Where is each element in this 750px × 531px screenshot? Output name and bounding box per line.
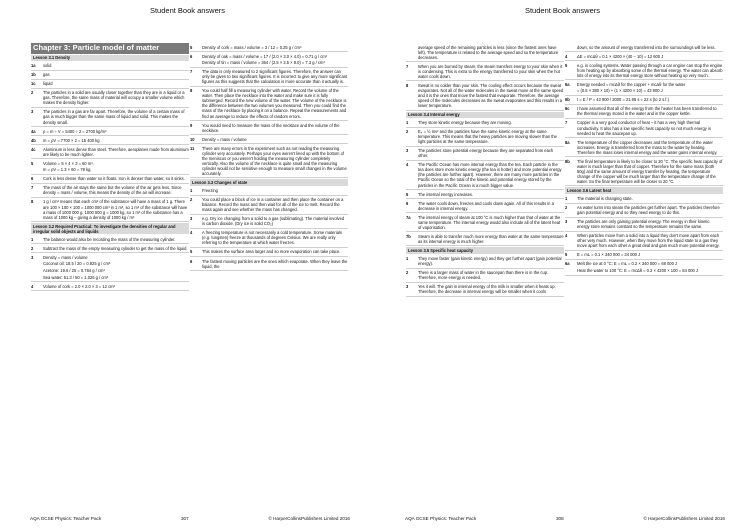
question-number: 1 <box>31 236 34 242</box>
column <box>565 43 723 513</box>
question-number: 8a <box>565 139 570 145</box>
page-header: Student Book answers <box>524 6 601 15</box>
answer-row <box>31 62 189 71</box>
answer-text <box>202 188 348 193</box>
answer-text <box>43 129 189 134</box>
answer-text <box>577 54 723 59</box>
answer-line: The final temperature is likely to be closer to 20 °C. The specific heat capacity of water is much larger than that of copper. Therefore for the same mass (both 50g) and the same amount of energy transfer by heating, the temperature change of the copper will be much larger than the temperature change of the water. So the final temperature will be closer to 20 °C. <box>577 158 723 184</box>
answer-row <box>31 175 189 184</box>
answer-text <box>577 63 723 78</box>
answer-line: Sea water: 51.3 / 50 = 1.026 g / cm³ <box>43 274 109 280</box>
question-number: 7a <box>406 214 411 220</box>
answer-line: e.g. in cooling systems. Water passing through a car engine can stop the engine from heating up by absorbing some of the thermal energy. The water can absorb lots of energy into its thermal energy store without heating up very much. <box>577 62 723 78</box>
answer-row <box>190 229 348 248</box>
answer-row <box>565 195 723 204</box>
section-heading: Lesson 3.4 Internal energy <box>406 112 564 118</box>
answer-text <box>202 137 348 142</box>
question-number: 6 <box>190 258 193 264</box>
section-heading: Lesson 3.1 Density <box>31 55 189 61</box>
question-number: 9 <box>190 122 193 128</box>
answer-text <box>418 270 564 280</box>
column <box>190 43 348 513</box>
answer-line: The internal energy increases. <box>418 191 474 197</box>
question-number: 4 <box>406 162 409 168</box>
question-number: 4 <box>565 233 568 239</box>
answer-text <box>202 88 348 118</box>
answer-text <box>577 205 723 215</box>
answer-line: The data is only measured to 2 significant figures. Therefore, the answer can only be given to two significant figures. It is incorrect to give any more significant figures as this suggests that the calculation is more accurate than it actually is. <box>202 69 348 85</box>
answer-line: liquid <box>43 81 53 87</box>
answer-row <box>31 244 189 253</box>
footer-title: AQA GCSE Physics: Teacher Pack <box>405 516 477 521</box>
answer-row <box>565 80 723 96</box>
answer-line: The particles in a solid are usually closer together than they are in a liquid or a gas. Therefore, the same mass of material will occupy a smaller volume which makes the density higher. <box>43 90 185 106</box>
answer-row <box>190 257 348 271</box>
question-number: 2 <box>565 205 568 211</box>
answer-text <box>418 234 564 244</box>
answer-line: You would need to measure the mass of the necklace and the volume of the necklace. <box>202 122 340 133</box>
answer-text <box>43 72 189 77</box>
answer-text <box>202 69 348 84</box>
question-number: 3 <box>31 109 34 115</box>
answer-row <box>31 159 189 175</box>
question-number: 1 <box>190 188 193 194</box>
question-number: 6 <box>31 176 34 182</box>
answer-text <box>43 138 189 143</box>
answer-text <box>43 237 189 242</box>
answer-text <box>577 45 723 50</box>
answer-line: m = ρV = 1.3 × 60 = 78 kg. <box>43 167 92 173</box>
answer-row <box>406 269 564 283</box>
answer-row <box>31 136 189 145</box>
question-number: 3 <box>406 148 409 154</box>
page-footer <box>30 516 350 521</box>
section-heading: Lesson 3.5 Specific heat capacity <box>406 247 564 253</box>
answer-line: This makes the surface area larger and so more evaporation can take place. <box>202 249 341 255</box>
answer-text <box>577 106 723 116</box>
answer-line: t = E / P = 43 900 / 2000 = 21.95 s ≈ 22 s (to 2 s.f.) <box>577 97 669 103</box>
question-number: 1c <box>31 81 36 87</box>
question-number: 5 <box>565 252 568 258</box>
answer-line: The water cools down, freezes and cools down again. All of this results in a decrease in internal energy. <box>418 200 554 211</box>
question-number: 3 <box>190 216 193 222</box>
question-number: 2 <box>406 129 409 135</box>
answer-line: Energy needed = mcΔθ for the copper + mcΔθ for the water <box>577 81 686 87</box>
answer-line: Volume = 5 × 4 × 3 = 60 m³. <box>43 160 94 166</box>
answer-row <box>565 43 723 52</box>
answer-text <box>418 192 564 197</box>
answer-row <box>31 127 189 136</box>
answer-row <box>565 105 723 119</box>
answer-line: Heat the water to 100 °C: E = mcΔθ = 0.2 × 4200 × 100 = 84 000 J <box>577 268 699 273</box>
answer-row <box>190 187 348 196</box>
answer-row <box>406 213 564 232</box>
answer-line: Volume of cork = 2.0 × 2.0 × 3 = 12 cm³ <box>43 283 115 289</box>
answer-line: Yes it will. The gain in internal energy of the milk is smaller when it heats up. Therefore, the decrease in internal energy will be smaller when it cools <box>418 284 556 295</box>
answer-line: The material is changing state. <box>577 196 633 202</box>
answer-text <box>43 109 189 124</box>
footer-copyright: © HarperCollinsPublishers Limited 2016 <box>643 516 725 521</box>
answer-line: Density of tin = mass / volume = 364 / (2.5 × 2.5 × 8.0) = 7.3 g / cm³ <box>202 60 325 66</box>
answer-row <box>31 184 189 198</box>
answer-text <box>418 284 564 294</box>
answer-line: down, so the amount of energy transferred into the surroundings will be less. <box>577 44 716 50</box>
answer-line: e.g. Dry ice changing from a solid to a gas (sublimating). The material involved is carbon dioxide. (Dry ice is solid CO₂) <box>202 216 345 227</box>
answer-row <box>31 235 189 244</box>
answer-text <box>43 185 189 195</box>
page-header: Student Book answers <box>149 6 226 15</box>
answer-line: solid <box>43 63 52 69</box>
answer-text <box>577 120 723 135</box>
answer-text <box>43 161 189 173</box>
answer-text <box>418 120 564 125</box>
answer-text <box>43 255 189 280</box>
question-number: 7 <box>406 63 409 69</box>
answer-row <box>565 138 723 157</box>
answer-row <box>406 62 564 81</box>
answer-row <box>31 282 189 291</box>
answer-text <box>418 215 564 230</box>
answer-text <box>43 147 189 157</box>
answer-line: The Pacific Ocean has more internal energy than the tea. Each particle in the tea does store more kinetic energy (the tea is hotter) and more potential energy (the particles are further apart). However, there are many more particles in the Pacific Ocean so the total of the kinetic and potential energy stored by the particles in the Pacific Ocean is a much bigger value. <box>418 162 562 188</box>
question-number: 11 <box>190 145 195 151</box>
question-number: 5 <box>406 191 409 197</box>
answer-row <box>406 255 564 269</box>
answer-row <box>565 96 723 105</box>
answer-text <box>577 261 723 273</box>
answer-text <box>418 45 564 60</box>
question-number: 2 <box>31 245 34 251</box>
answer-line: Steam is able to transfer much more energy than water at the same temperature as its internal energy is much higher. <box>418 233 564 244</box>
answer-row <box>190 43 348 52</box>
answer-row <box>406 43 564 62</box>
question-number: 8 <box>190 88 193 94</box>
answer-row <box>565 119 723 138</box>
answer-text <box>418 148 564 158</box>
answer-text <box>577 252 723 257</box>
answer-line: There are many errors in the experiment such as not reading the measuring cylinder very accurately. Perhaps your eyes weren't lined up with the bottom of the meniscus or you weren't holding the measuring cylinder completely vertically. Also the volume of the necklace is quite small and the measuring cylinder would not be sensitive enough to measure small changes in the volume accurately. <box>202 145 347 176</box>
answer-row <box>31 145 189 159</box>
answer-line: There is a larger mass of water in the saucepan than there is in the cup. Therefore, more energy is needed. <box>418 270 549 281</box>
answer-line: Cork is less dense than water so it floats. Iron is denser than water, so it sinks. <box>43 176 185 182</box>
answer-line: Coconut oil: 18.5 / 20 = 0.925 g / cm³ <box>43 261 111 267</box>
question-number: 7 <box>190 69 193 75</box>
answer-row <box>565 52 723 61</box>
page-right <box>375 0 750 531</box>
answer-line: Eₖ = ½ mv² and the particles have the same kinetic energy at the same temperature. This means that the heavy particles are moving slower than the light particles at the same temperature. <box>418 129 557 145</box>
answer-line: A freezing temperature is not necessarily a cold temperature. Some materials (e.g. tungsten) freeze at thousands of degrees Celsius. We are really only referring to the temperature at which water freezes. <box>202 230 342 246</box>
answer-row <box>31 71 189 80</box>
answer-text <box>202 45 348 50</box>
answer-line: average speed of the remaining particles is less (since the fastest ones have left). The temperature is related to the average speed and so the temperature decreases. <box>418 44 559 60</box>
answer-row <box>406 81 564 110</box>
answer-row <box>565 61 723 80</box>
answer-line: E = mL = 0.1 × 340 000 = 34 000 J <box>577 252 641 258</box>
question-number: 6a <box>565 261 570 267</box>
answer-text <box>418 64 564 79</box>
answer-text <box>577 196 723 201</box>
answer-line: Density of cork = mass / volume = 3 / 12 = 0.25 g / cm³ <box>202 44 302 50</box>
question-number: 4c <box>31 146 36 152</box>
answer-row <box>565 232 723 251</box>
question-number: 5 <box>565 62 568 68</box>
answer-line: Freezing <box>202 188 218 194</box>
answer-line: Density of oak = mass / volume = 17 / (2.0 × 3.0 × 4.0) = 0.71 g / cm³ <box>202 53 328 59</box>
answer-text <box>202 197 348 212</box>
answer-line: The temperature of the copper decreases and the temperature of the water increases. Energy is transferred from the mass to the water by heating. Therefore the mass loses internal energy and the water gains internal energy. <box>577 139 718 155</box>
answer-line: 1 g / cm³ means that each cm³ of the substance will have a mass of 1 g. There are 100 × 100 × 100 = 1000 000 cm³ in 1 m³, so 1 m³ of the substance will have a mass of 1000 000 g. 1000 000 g = 1000 kg, so 1 m³ of the substance has a mass of 1000 kg – giving a density of 1000 kg / m³ <box>43 199 188 220</box>
question-number: 5 <box>31 160 34 166</box>
section-heading: Lesson 3.2 Required Practical: To investigate the densities of regular and irregular solid objects and liquids <box>31 223 189 234</box>
page-footer <box>405 516 725 521</box>
answer-line: Copper is a very good conductor of heat – it has a very high thermal conductivity. It also has a low specific heat capacity so not much energy is needed to heat the saucepan up. <box>577 120 711 136</box>
answer-text <box>577 219 723 229</box>
question-number: 1b <box>31 72 36 78</box>
answer-line: The mass of the air stays the same but the volume of the air gets less. Since density = mass / volume, this means the density of the air will increase. <box>43 185 182 196</box>
question-number: 6 <box>190 53 193 59</box>
answer-row <box>406 199 564 213</box>
question-number: 4a <box>31 128 36 134</box>
answer-text <box>43 90 189 105</box>
answer-row <box>190 144 348 178</box>
question-number: 5 <box>190 249 193 255</box>
answer-line: Sweat is no colder than your skin. The cooling effect occurs because the sweat evaporates. Not all of the water molecules in the sweat move at the same speed and it is the ones that move the fastest that evaporate. Therefore, the average speed of the molecules decreases as the sweat evaporates and this results in a lower temperature. <box>418 82 564 108</box>
question-number: 2 <box>31 90 34 96</box>
footer-title: AQA GCSE Physics: Teacher Pack <box>30 516 102 521</box>
answer-row <box>565 260 723 276</box>
answer-text <box>43 176 189 181</box>
answer-row <box>31 108 189 127</box>
question-number: 2 <box>190 197 193 203</box>
answer-row <box>406 128 564 147</box>
answer-row <box>190 68 348 87</box>
answer-line: The particles are only gaining potential energy. The energy in their kinetic energy store remains constant so the temperature remains the same. <box>577 219 710 230</box>
answer-row <box>406 232 564 246</box>
answer-text <box>202 146 348 176</box>
column <box>31 43 189 513</box>
answer-row <box>565 157 723 186</box>
answer-row <box>190 135 348 144</box>
answer-text <box>202 230 348 245</box>
answer-line: The particles store potential energy because they are separated from each other. <box>418 148 554 159</box>
question-number: 6b <box>565 97 570 103</box>
question-number: 10 <box>190 136 195 142</box>
question-number: 4 <box>31 283 34 289</box>
answer-row <box>31 80 189 89</box>
question-number: 3 <box>406 284 409 290</box>
answer-line: When you are burned by steam, the steam transfers energy to your skin when it is condensing. This is extra to the energy transferred to your skin when the hot water cools down. <box>418 63 563 79</box>
answer-line: m = ρV = 7700 × 2 = 15 400 kg <box>43 137 100 143</box>
answer-row <box>31 89 189 108</box>
answer-text <box>43 284 189 289</box>
answer-text <box>418 162 564 187</box>
column <box>406 43 564 513</box>
question-number: 7b <box>406 233 411 239</box>
question-number: 4 <box>190 230 193 236</box>
question-number: 4b <box>31 137 36 143</box>
page-number: 308 <box>555 516 564 521</box>
answer-line: Melt the ice at 0 °C: E = mL = 0.2 × 340 000 = 68 000 J <box>577 261 678 267</box>
question-number: 1 <box>406 256 409 261</box>
answer-text <box>202 259 348 269</box>
answer-text <box>577 97 723 102</box>
answer-row <box>190 52 348 68</box>
answer-text <box>202 216 348 226</box>
answer-row <box>31 253 189 282</box>
answer-row <box>190 248 348 257</box>
question-number: 3 <box>31 254 34 260</box>
question-number: 4 <box>565 53 568 59</box>
chapter-title: Chapter 3: Particle model of matter <box>31 43 189 54</box>
answer-row <box>190 87 348 121</box>
answer-line: The particles in a gas are far apart. Therefore, the volume of a certain mass of gas is much bigger than the same mass of liquid and solid. This makes the density small. <box>43 109 185 125</box>
answer-row <box>190 215 348 229</box>
answer-row <box>31 198 189 222</box>
question-number: 5 <box>190 44 193 50</box>
answer-line: Subtract the mass of the empty measuring cylinder to get the mass of the liquid. <box>43 245 188 251</box>
question-number <box>406 45 418 60</box>
answer-text <box>577 82 723 94</box>
question-number <box>565 45 577 50</box>
answer-line: The internal energy of steam at 100 °C is much higher than that of water at the same temperature. The internal energy would also include all of the latent heat of vaporisation. <box>418 214 561 230</box>
answer-line: Density = mass / volume <box>202 136 247 142</box>
question-number: 6c <box>565 106 570 112</box>
answer-text <box>418 83 564 108</box>
section-heading: Lesson 3.3 Changes of state <box>190 179 348 185</box>
answer-row <box>190 121 348 135</box>
answer-line: = (0.5 × 380 × 10) + (1 × 4200 × 10) = 43 900 J <box>577 88 663 94</box>
answer-row <box>406 119 564 128</box>
answer-line: You could place a block of ice in a container and then place the container on a balance. Record the mass and then wait for all of the ice to melt. Record the mass again and see whether the mass has changed. <box>202 197 344 213</box>
answer-text <box>202 54 348 66</box>
answer-line: They move faster (gain kinetic energy) and they get further apart (gain potential energy). <box>418 256 562 267</box>
answer-text <box>418 129 564 144</box>
answer-text <box>202 249 348 254</box>
answer-text <box>577 140 723 155</box>
question-number: 1a <box>31 63 36 69</box>
answer-line: ΔE = mcΔθ = 0.1 × 4200 × (40 − 10) = 12 600 J <box>577 53 664 59</box>
answer-text <box>43 81 189 86</box>
answer-line: They store kinetic energy because they are moving. <box>418 120 512 126</box>
answer-text <box>577 159 723 184</box>
answer-line: Aluminium is less dense than steel. Therefore, aeroplanes made from aluminium are likely to be much lighter. <box>43 146 189 157</box>
answer-row <box>406 190 564 199</box>
answer-text <box>577 233 723 248</box>
question-number: 7 <box>31 185 34 191</box>
question-number: 7 <box>565 120 568 126</box>
footer-copyright: © HarperCollinsPublishers Limited 2016 <box>268 516 350 521</box>
question-number: 8b <box>565 158 570 164</box>
question-number: 1 <box>565 196 568 202</box>
answer-row <box>406 147 564 161</box>
answer-text <box>202 123 348 133</box>
answer-row <box>406 283 564 297</box>
answer-line: As water turns into steam the particles get further apart. The particles therefore gain potential energy and so they need energy to do this. <box>577 205 720 216</box>
answer-text <box>43 63 189 68</box>
page-number: 307 <box>180 516 189 521</box>
question-number: 2 <box>406 270 409 276</box>
answer-row <box>565 218 723 232</box>
answer-line: Acetone: 19.6 / 25 = 0.784 g / cm³ <box>43 267 105 273</box>
answer-row <box>406 161 564 190</box>
question-number: 8 <box>406 82 409 88</box>
question-number: 1 <box>406 120 409 126</box>
question-number: 6 <box>406 200 409 206</box>
answer-row <box>190 196 348 215</box>
answer-line: When particles move from a solid into a liquid they don't move apart from each other very much. However, when they move from the liquid state to a gas they move apart from each other a great deal and gain much more potential energy. <box>577 233 720 249</box>
answer-line: I have assumed that all of the energy from the heater has been transferred to the thermal energy stored in the water and in the copper kettle. <box>577 106 717 117</box>
question-number: 6a <box>565 81 570 87</box>
answer-line: The balance would also be recording the mass of the measuring cylinder. <box>43 236 176 242</box>
answer-row <box>565 251 723 260</box>
answer-text <box>418 256 564 266</box>
answer-text <box>43 199 189 219</box>
answer-line: Density = mass / volume <box>43 254 88 260</box>
section-heading: Lesson 3.6 Latent heat <box>565 187 723 193</box>
answer-text <box>418 201 564 211</box>
question-number: 3 <box>565 219 568 225</box>
answer-line: You could half fill a measuring cylinder with water. Record the volume of the water. Then place the necklace into the water and make sure it is fully submerged. Record the new volume of the water. The volume of the necklace is the difference between the two volumes you measured. Then you could find the mass of the necklace by placing it on a balance. Repeat the measurements and find an average to reduce the effects of random errors. <box>202 88 347 119</box>
answer-line: The fastest moving particles are the ones which evaporate. When they leave the liquid, the <box>202 258 348 269</box>
answer-row <box>565 204 723 218</box>
answer-line: gas <box>43 72 50 78</box>
answer-text <box>43 246 189 251</box>
answer-line: ρ = m ÷ V = 5400 ÷ 2 = 2700 kg/m³ <box>43 128 107 134</box>
question-number: 8 <box>31 199 34 205</box>
